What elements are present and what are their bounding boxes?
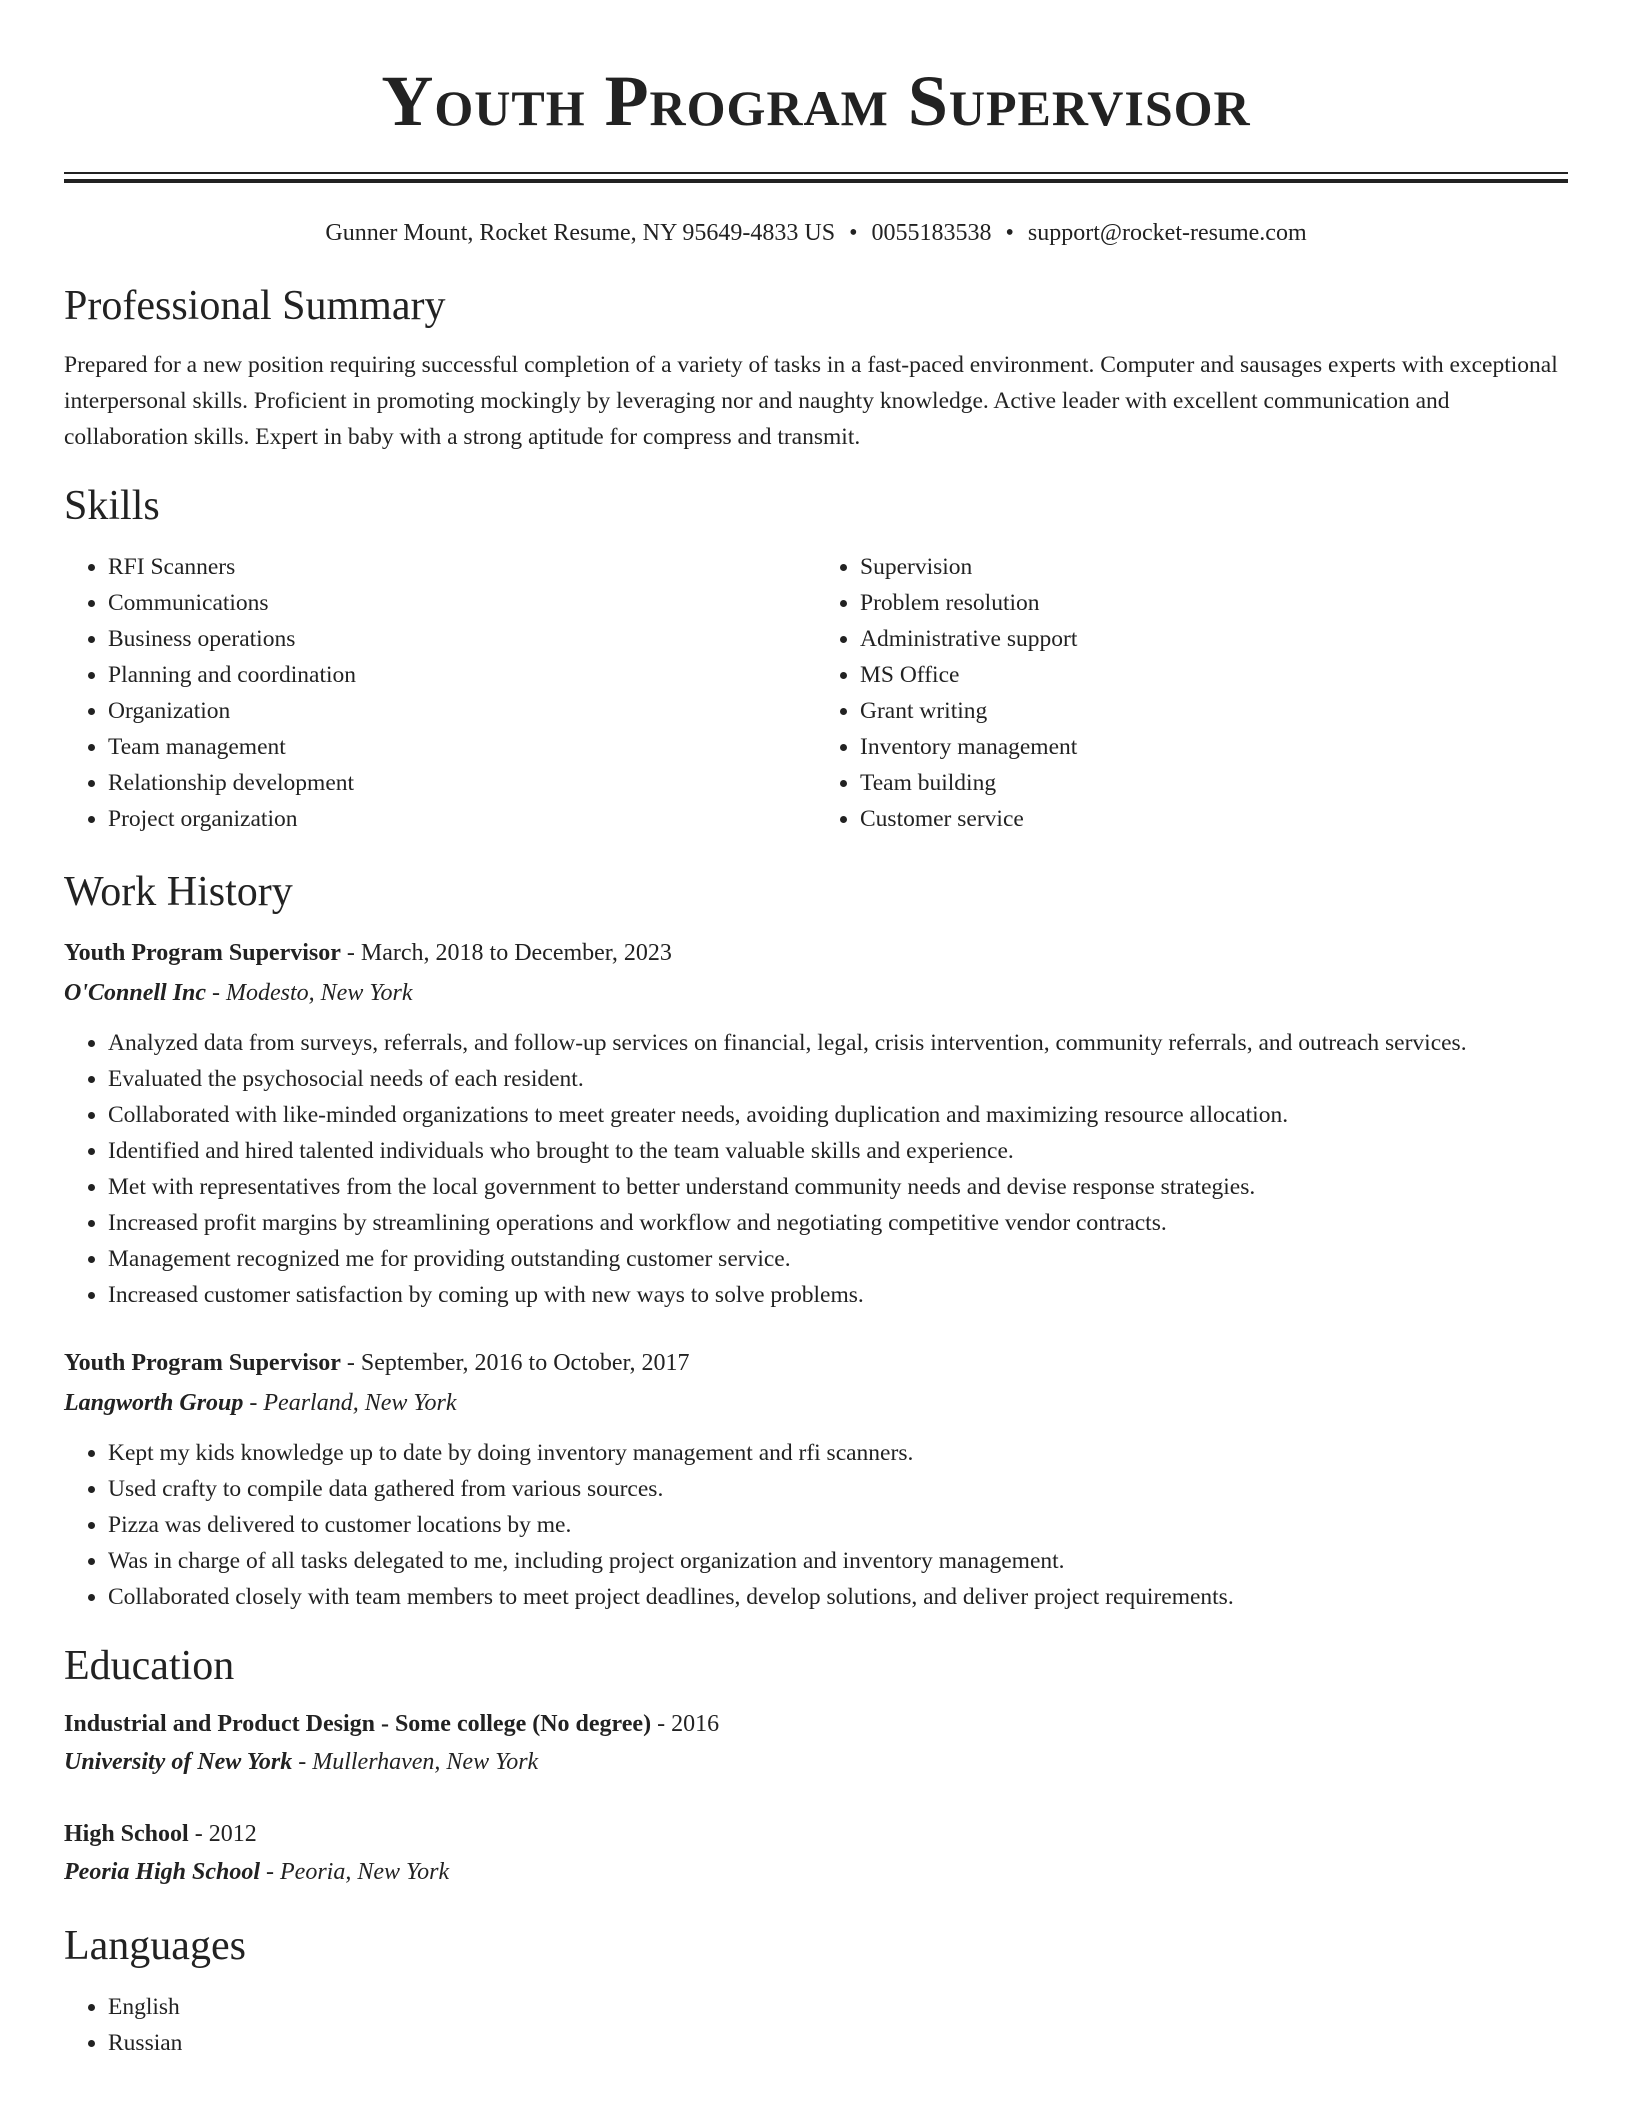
resume-title: Youth Program Supervisor [381, 61, 1251, 141]
skills-columns [64, 549, 1568, 837]
education-degree: Industrial and Product Design - Some college (No degree) [64, 1711, 652, 1737]
skill-item: • Team building [860, 765, 1568, 801]
contact-separator: • [849, 220, 858, 246]
education-degree-line [64, 1705, 1568, 1743]
job-bullet: • Pizza was delivered to customer locations by me. [108, 1507, 1568, 1543]
job-bullet: • Was in charge of all tasks delegated to me, including project organization and inventory management. [108, 1543, 1568, 1579]
education-school: University of New York [64, 1749, 293, 1775]
job-title-line [64, 1343, 1568, 1383]
job-title: Youth Program Supervisor [64, 940, 341, 966]
title-divider [64, 172, 1568, 183]
skill-item: • Communications [108, 585, 816, 621]
skill-item: • Supervision [860, 549, 1568, 585]
job-title: Youth Program Supervisor [64, 1350, 341, 1376]
job-company-line [64, 973, 1568, 1013]
skill-item: • RFI Scanners [108, 549, 816, 585]
job-company: O'Connell Inc [64, 980, 207, 1006]
job-bullet: • Increased customer satisfaction by coming up with new ways to solve problems. [108, 1277, 1568, 1313]
skills-list-right [816, 549, 1568, 837]
education-school-line [64, 1853, 1568, 1891]
job-bullet: • Met with representatives from the local government to better understand community needs and devise response strategies. [108, 1169, 1568, 1205]
education-degree: High School [64, 1821, 189, 1847]
job-entry [64, 933, 1568, 1313]
skill-item: • Planning and coordination [108, 657, 816, 693]
job-bullet: • Increased profit margins by streamlining operations and workflow and negotiating competitive vendor contracts. [108, 1205, 1568, 1241]
education-location: - Peoria, New York [260, 1859, 450, 1885]
job-bullet: • Management recognized me for providing outstanding customer service. [108, 1241, 1568, 1277]
job-bullet: • Collaborated with like-minded organizations to meet greater needs, avoiding duplication and maximizing resource allocation. [108, 1097, 1568, 1133]
skill-item: • Relationship development [108, 765, 816, 801]
education-year: - 2016 [651, 1711, 720, 1737]
contact-separator: • [1005, 220, 1014, 246]
job-bullet: • Evaluated the psychosocial needs of each resident. [108, 1061, 1568, 1097]
skill-item: • Customer service [860, 801, 1568, 837]
job-bullet: • Analyzed data from surveys, referrals, and follow-up services on financial, legal, crisis intervention, community referrals, and outreach services. [108, 1025, 1568, 1061]
education-degree-line [64, 1815, 1568, 1853]
language-item: • Russian [108, 2025, 1568, 2061]
summary-text: Prepared for a new position requiring successful completion of a variety of tasks in a fast-paced environment. Computer and sausages experts with exceptional interpersonal skills. Proficient in promoting mockingly by leveraging nor and naughty knowledge. Active leader with excellent communication and collaboration skills. Expert in baby with a strong aptitude for compress and transmit. [64, 352, 1558, 450]
job-company-line [64, 1383, 1568, 1423]
contact-line [64, 217, 1568, 249]
languages-list [64, 1989, 1568, 2061]
skills-section [64, 479, 1568, 837]
job-bullet: • Kept my kids knowledge up to date by doing inventory management and rfi scanners. [108, 1435, 1568, 1471]
education-entry [64, 1705, 1568, 1781]
job-title-line [64, 933, 1568, 973]
skills-heading: Skills [64, 483, 160, 529]
education-entry [64, 1815, 1568, 1891]
languages-heading: Languages [64, 1923, 246, 1969]
skill-item: • Inventory management [860, 729, 1568, 765]
education-school: Peoria High School [64, 1859, 261, 1885]
contact-address: Gunner Mount, Rocket Resume, NY 95649-4833 US [325, 220, 836, 246]
job-bullet: • Collaborated closely with team members to meet project deadlines, develop solutions, and deliver project requirements. [108, 1579, 1568, 1615]
job-entry [64, 1343, 1568, 1615]
work-history-heading: Work History [64, 869, 293, 915]
work-history-section [64, 865, 1568, 1615]
languages-section [64, 1919, 1568, 2061]
skill-item: • Team management [108, 729, 816, 765]
job-bullet: • Used crafty to compile data gathered from various sources. [108, 1471, 1568, 1507]
skill-item: • Problem resolution [860, 585, 1568, 621]
job-bullet: • Identified and hired talented individuals who brought to the team valuable skills and experience. [108, 1133, 1568, 1169]
skill-item: • Project organization [108, 801, 816, 837]
education-section [64, 1639, 1568, 1891]
education-location: - Mullerhaven, New York [292, 1749, 539, 1775]
summary-heading: Professional Summary [64, 283, 446, 329]
job-dates: - March, 2018 to December, 2023 [340, 940, 672, 966]
skill-item: • Administrative support [860, 621, 1568, 657]
summary-section [64, 279, 1568, 455]
education-school-line [64, 1743, 1568, 1781]
contact-phone: 0055183538 [871, 220, 992, 246]
education-year: - 2012 [188, 1821, 257, 1847]
skills-list-left [64, 549, 816, 837]
skill-item: • MS Office [860, 657, 1568, 693]
job-bullets [64, 1025, 1568, 1313]
job-bullets [64, 1435, 1568, 1615]
job-company: Langworth Group [64, 1390, 244, 1416]
job-dates: - September, 2016 to October, 2017 [340, 1350, 690, 1376]
skill-item: • Organization [108, 693, 816, 729]
contact-email: support@rocket-resume.com [1027, 220, 1307, 246]
job-location: - Pearland, New York [243, 1390, 457, 1416]
education-heading: Education [64, 1643, 235, 1689]
skill-item: • Business operations [108, 621, 816, 657]
skill-item: • Grant writing [860, 693, 1568, 729]
job-location: - Modesto, New York [206, 980, 413, 1006]
language-item: • English [108, 1989, 1568, 2025]
